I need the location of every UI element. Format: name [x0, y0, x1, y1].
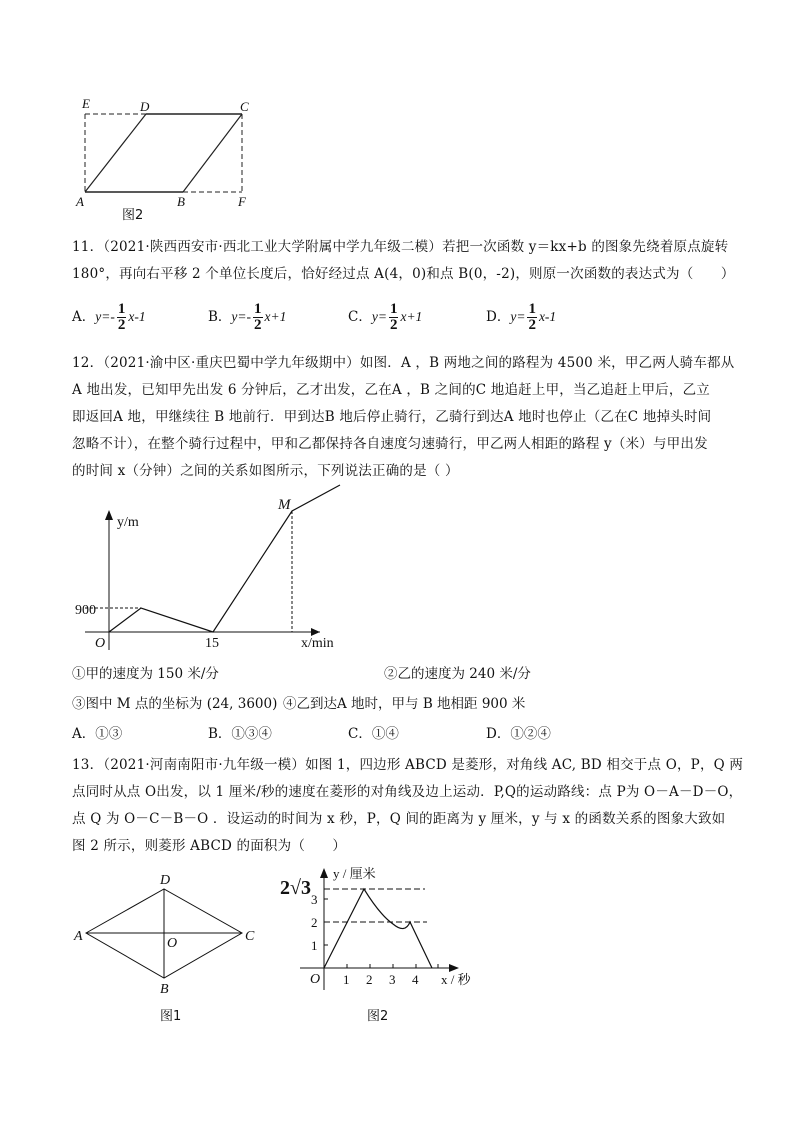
fraction: $\frac{1}{2}$: [117, 301, 126, 333]
label-A: A: [74, 929, 83, 944]
q12-option-b[interactable]: B．①③④: [208, 726, 272, 742]
label-O: O: [167, 936, 178, 951]
q13-line4: 图 2 所示，则菱形 ABCD 的面积为（ ）: [72, 838, 347, 854]
y-x-function-graph: [275, 860, 485, 1030]
q11-option-d[interactable]: D．y= $\frac{1}{2}$ x-1: [486, 301, 557, 333]
parallelogram-figure: [70, 92, 260, 222]
q11-line2: 180°，再向右平移 2 个单位长度后，恰好经过点 A(4，0)和点 B(0，-2)，则原一次函数的表达式为（ ）: [72, 266, 735, 282]
label-C: C: [245, 929, 255, 944]
q12-option-a[interactable]: A．①③: [72, 726, 123, 742]
q11-line1: 11．（2021·陕西西安市·西北工业大学附属中学九年级二模）若把一次函数 y＝kx+b 的图象先绕着原点旋转: [72, 239, 729, 255]
q13-line1: 13．（2021·河南南阳市·九年级一模）如图 1，四边形 ABCD 是菱形，对角线 AC, BD 相交于点 O，P，Q 两: [72, 757, 744, 773]
x-tick-2: 2: [366, 972, 373, 987]
rhombus-figure: [60, 860, 270, 1030]
statement-4: ④乙到达A 地时，甲与 B 地相距 900 米: [283, 696, 526, 712]
y-tick-3: 3: [311, 892, 318, 907]
statement-1: ①甲的速度为 150 米/分: [72, 666, 219, 682]
y-tick-2: 2: [311, 915, 318, 930]
fraction: $\frac{1}{2}$: [528, 301, 536, 333]
tick-15: 15: [205, 636, 219, 651]
q12-line4: 忽略不计），在整个骑行过程中，甲和乙都保持各自速度匀速骑行，甲乙两人相距的路程 y（米）与甲出发: [72, 436, 708, 452]
label-E: E: [82, 96, 90, 111]
q11-option-b[interactable]: B．y=- $\frac{1}{2}$ x+1: [208, 301, 287, 333]
label-B: B: [160, 982, 169, 997]
label-F: F: [238, 194, 246, 209]
origin-label: O: [95, 636, 106, 651]
label-D: D: [160, 873, 171, 888]
x-tick-4: 4: [412, 972, 419, 987]
fraction: $\frac{1}{2}$: [254, 301, 262, 333]
label-C: C: [240, 99, 249, 114]
q11-option-a[interactable]: A．y=- $\frac{1}{2}$ x-1: [72, 301, 146, 333]
tick-900: 900: [75, 603, 96, 618]
origin-label: O: [310, 972, 321, 987]
x-axis-label: x / 秒: [441, 972, 471, 987]
max-value-label: 2√3: [280, 877, 311, 899]
q12-line5: 的时间 x（分钟）之间的关系如图所示，下列说法正确的是（ ）: [72, 463, 459, 479]
label-B: B: [177, 194, 185, 209]
label-A: A: [76, 194, 84, 209]
q12-line3: 即返回A 地，甲继续往 B 地前行．甲到达B 地后停止骑行，乙骑行到达A 地时也停止（乙在C 地掉头时间: [72, 409, 712, 425]
q12-option-c[interactable]: C．①④: [348, 726, 399, 742]
point-m-label: M: [278, 497, 291, 513]
distance-time-graph: [75, 480, 345, 655]
q11-option-c[interactable]: C．y= $\frac{1}{2}$ x+1: [348, 301, 423, 333]
x-tick-3: 3: [389, 972, 396, 987]
q13-line3: 点 Q 为 O－C－B－O ．设运动的时间为 x 秒，P，Q 间的距离为 y 厘米，y 与 x 的函数关系的图象大致如: [72, 811, 726, 827]
fraction: $\frac{1}{2}$: [389, 301, 398, 333]
q12-option-d[interactable]: D．①②④: [486, 726, 551, 742]
label-D: D: [140, 99, 150, 114]
figure-caption: 图2: [122, 208, 144, 222]
fig1-caption: 图1: [160, 1009, 182, 1024]
q12-line1: 12．（2021·渝中区·重庆巴蜀中学九年级期中）如图．A ，B 两地之间的路程为 4500 米，甲乙两人骑车都从: [72, 355, 735, 371]
q12-line2: A 地出发，已知甲先出发 6 分钟后，乙才出发，乙在A ，B 之间的C 地追赶上甲，当乙追赶上甲后，乙立: [72, 382, 710, 398]
fig2-caption: 图2: [367, 1009, 389, 1024]
y-tick-1: 1: [311, 938, 318, 953]
y-axis-label: y/m: [117, 515, 139, 530]
statement-3: ③图中 M 点的坐标为 (24, 3600): [72, 696, 278, 712]
x-axis-label: x/min: [301, 636, 334, 651]
q13-line2: 点同时从点 O出发，以 1 厘米/秒的速度在菱形的对角线及边上运动．P,Q的运动路线：点 P为 O－A－D－O，: [72, 784, 743, 800]
y-axis-label: y / 厘米: [333, 866, 376, 881]
x-tick-1: 1: [343, 972, 350, 987]
statement-2: ②乙的速度为 240 米/分: [384, 666, 531, 682]
